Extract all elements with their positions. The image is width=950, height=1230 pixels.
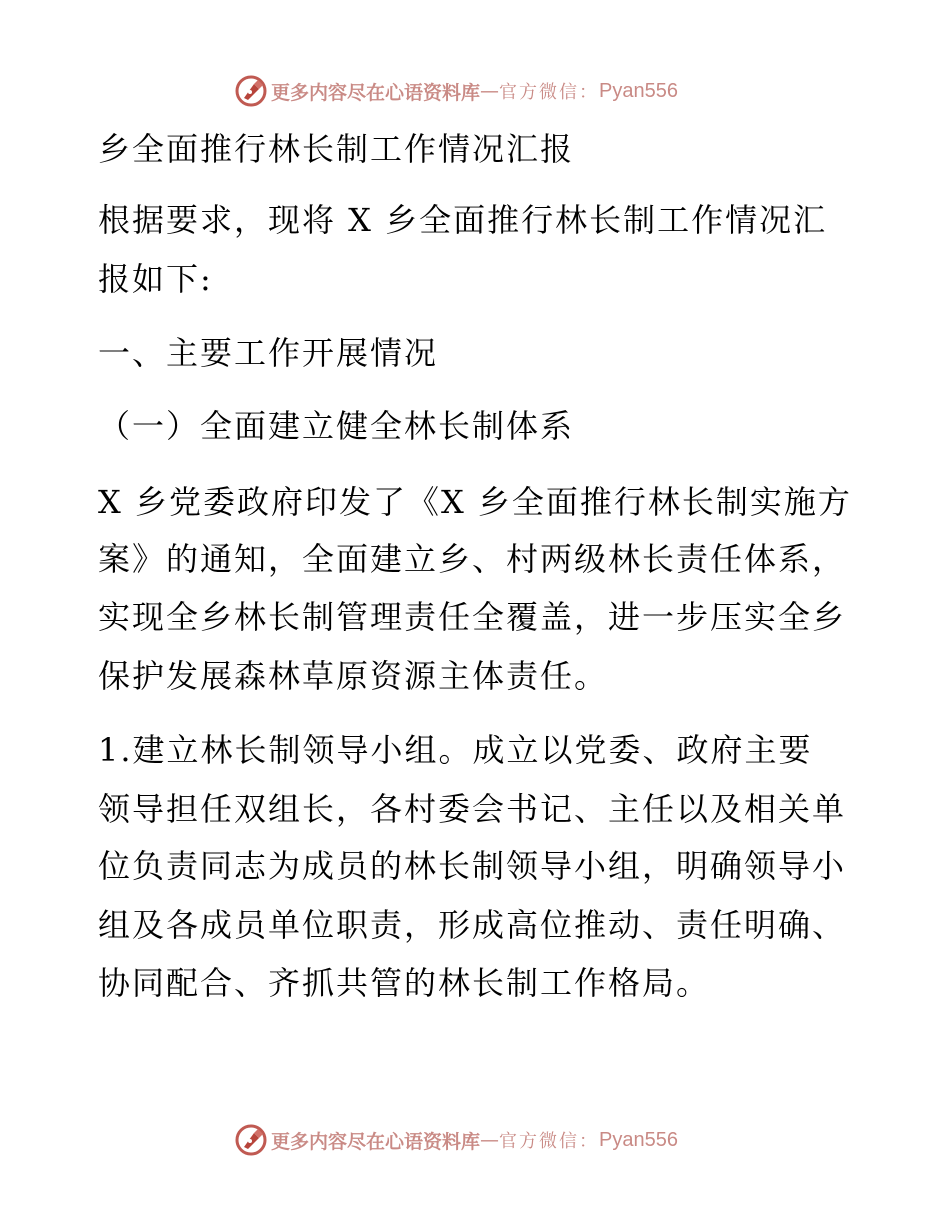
watermark-label: 官方微信： xyxy=(499,1131,600,1152)
paragraph-line: 保护发展森林草原资源主体责任。 xyxy=(98,657,609,695)
watermark-text: 更多内容尽在心语资料库 xyxy=(271,81,481,104)
paragraph-line: 根据要求，现将 X 乡全面推行林长制工作情况汇 xyxy=(98,201,828,239)
footer-watermark xyxy=(235,1123,678,1157)
paragraph-line: 协同配合、齐抓共管的林长制工作格局。 xyxy=(98,964,711,1002)
paragraph-line: 报如下: xyxy=(98,260,213,298)
paragraph-line: X 乡党委政府印发了《X 乡全面推行林长制实施方 xyxy=(98,483,852,521)
paragraph-line: 位负责同志为成员的林长制领导小组，明确领导小 xyxy=(98,847,847,885)
subsection-heading: （一）全面建立健全林长制体系 xyxy=(98,407,575,445)
watermark-id: Pyan556 xyxy=(599,79,678,102)
watermark-label: 官方微信： xyxy=(499,82,600,103)
watermark-text: 更多内容尽在心语资料库 xyxy=(271,1130,481,1153)
watermark-id: Pyan556 xyxy=(599,1128,678,1151)
watermark-separator: — xyxy=(480,80,500,102)
paragraph-line: 组及各成员单位职责，形成高位推动、责任明确、 xyxy=(98,906,847,944)
paragraph-line: 领导担任双组长，各村委会书记、主任以及相关单 xyxy=(98,790,847,828)
pen-nib-logo-icon xyxy=(235,1124,267,1156)
section-heading: 一、主要工作开展情况 xyxy=(98,334,439,372)
document-title: 乡全面推行林长制工作情况汇报 xyxy=(98,130,575,168)
paragraph-line: 1.建立林长制领导小组。成立以党委、政府主要 xyxy=(98,731,813,769)
paragraph-line: 实现全乡林长制管理责任全覆盖，进一步压实全乡 xyxy=(98,598,847,636)
header-watermark xyxy=(235,74,678,108)
watermark-separator: — xyxy=(480,1129,500,1151)
paragraph-line: 案》的通知，全面建立乡、村两级林长责任体系， xyxy=(98,540,847,578)
pen-nib-logo-icon xyxy=(235,75,267,107)
